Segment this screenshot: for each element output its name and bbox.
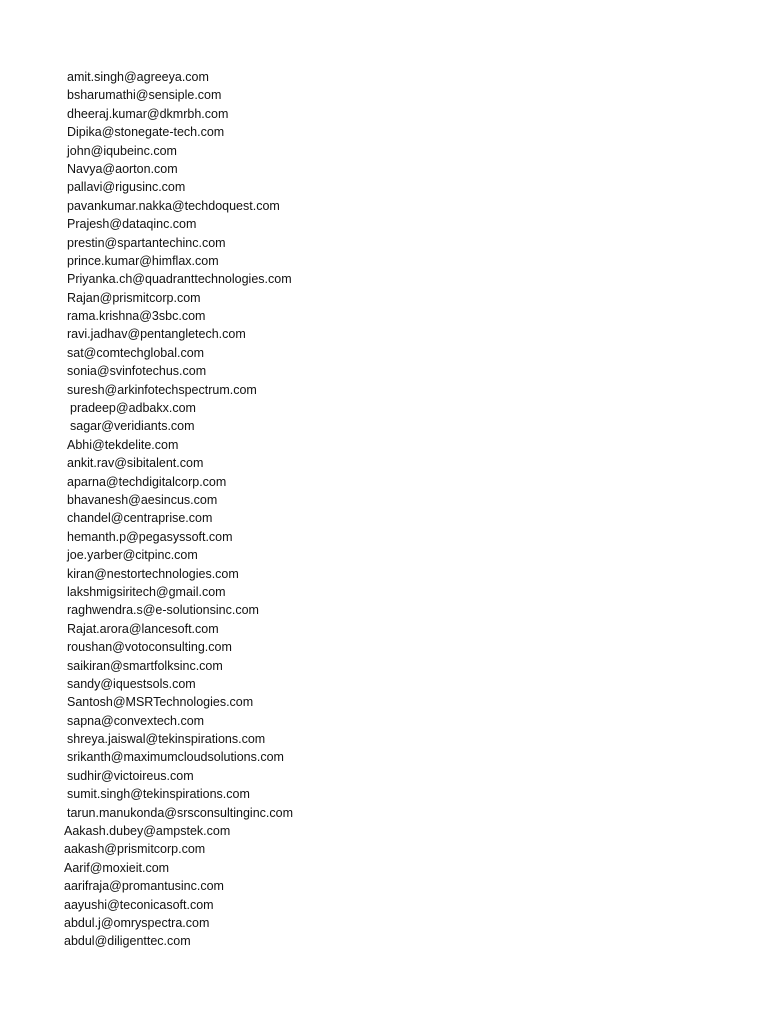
email-entry: abdul@diligenttec.com: [64, 934, 191, 949]
email-entry: sumit.singh@tekinspirations.com: [67, 787, 250, 802]
email-entry: raghwendra.s@e-solutionsinc.com: [67, 603, 259, 618]
email-entry: srikanth@maximumcloudsolutions.com: [67, 750, 284, 765]
email-entry: roushan@votoconsulting.com: [67, 640, 232, 655]
email-entry: Aakash.dubey@ampstek.com: [64, 824, 231, 839]
email-entry: pallavi@rigusinc.com: [67, 180, 186, 195]
email-entry: kiran@nestortechnologies.com: [67, 566, 239, 581]
email-list: [0, 68, 293, 951]
email-entry: joe.yarber@citpinc.com: [67, 548, 198, 563]
email-entry: lakshmigsiritech@gmail.com: [67, 584, 226, 599]
email-entry: Rajan@prismitcorp.com: [67, 290, 201, 305]
email-entry: john@iqubeinc.com: [67, 143, 177, 158]
email-entry: pradeep@adbakx.com: [70, 401, 196, 416]
email-entry: sagar@veridiants.com: [70, 419, 195, 434]
email-entry: tarun.manukonda@srsconsultinginc.com: [67, 805, 293, 820]
email-entry: sat@comtechglobal.com: [67, 345, 205, 360]
email-entry: aarifraja@promantusinc.com: [64, 879, 224, 894]
email-entry: dheeraj.kumar@dkmrbh.com: [67, 106, 229, 121]
email-entry: saikiran@smartfolksinc.com: [67, 658, 223, 673]
email-entry: ankit.rav@sibitalent.com: [67, 456, 204, 471]
email-entry: bhavanesh@aesincus.com: [67, 492, 218, 507]
email-entry: Dipika@stonegate-tech.com: [67, 125, 225, 140]
email-entry: suresh@arkinfotechspectrum.com: [67, 382, 257, 397]
email-entry: Aarif@moxieit.com: [64, 860, 170, 875]
email-entry: Rajat.arora@lancesoft.com: [67, 621, 219, 636]
email-entry: abdul.j@omryspectra.com: [64, 915, 210, 930]
email-entry: prestin@spartantechinc.com: [67, 235, 226, 250]
email-entry: rama.krishna@3sbc.com: [67, 309, 206, 324]
email-entry: Abhi@tekdelite.com: [67, 437, 179, 452]
email-entry: Navya@aorton.com: [67, 161, 178, 176]
email-entry: sandy@iquestsols.com: [67, 676, 196, 691]
email-entry: amit.singh@agreeya.com: [67, 70, 209, 84]
email-entry: aparna@techdigitalcorp.com: [67, 474, 227, 489]
email-entry: sapna@convextech.com: [67, 713, 205, 728]
email-entry: sonia@svinfotechus.com: [67, 364, 207, 379]
email-entry: aakash@prismitcorp.com: [64, 842, 206, 857]
email-entry: prince.kumar@himflax.com: [67, 253, 219, 268]
email-entry: sudhir@victoireus.com: [67, 768, 194, 783]
email-entry: Santosh@MSRTechnologies.com: [67, 695, 254, 710]
email-entry: pavankumar.nakka@techdoquest.com: [67, 198, 280, 213]
email-entry: Prajesh@dataqinc.com: [67, 217, 197, 232]
email-entry: chandel@centraprise.com: [67, 511, 213, 526]
email-entry: hemanth.p@pegasyssoft.com: [67, 529, 233, 544]
email-entry: aayushi@teconicasoft.com: [64, 897, 214, 912]
email-entry: ravi.jadhav@pentangletech.com: [67, 327, 246, 342]
email-entry: Priyanka.ch@quadranttechnologies.com: [67, 272, 292, 287]
email-entry: shreya.jaiswal@tekinspirations.com: [67, 732, 266, 747]
email-entry: bsharumathi@sensiple.com: [67, 88, 222, 103]
